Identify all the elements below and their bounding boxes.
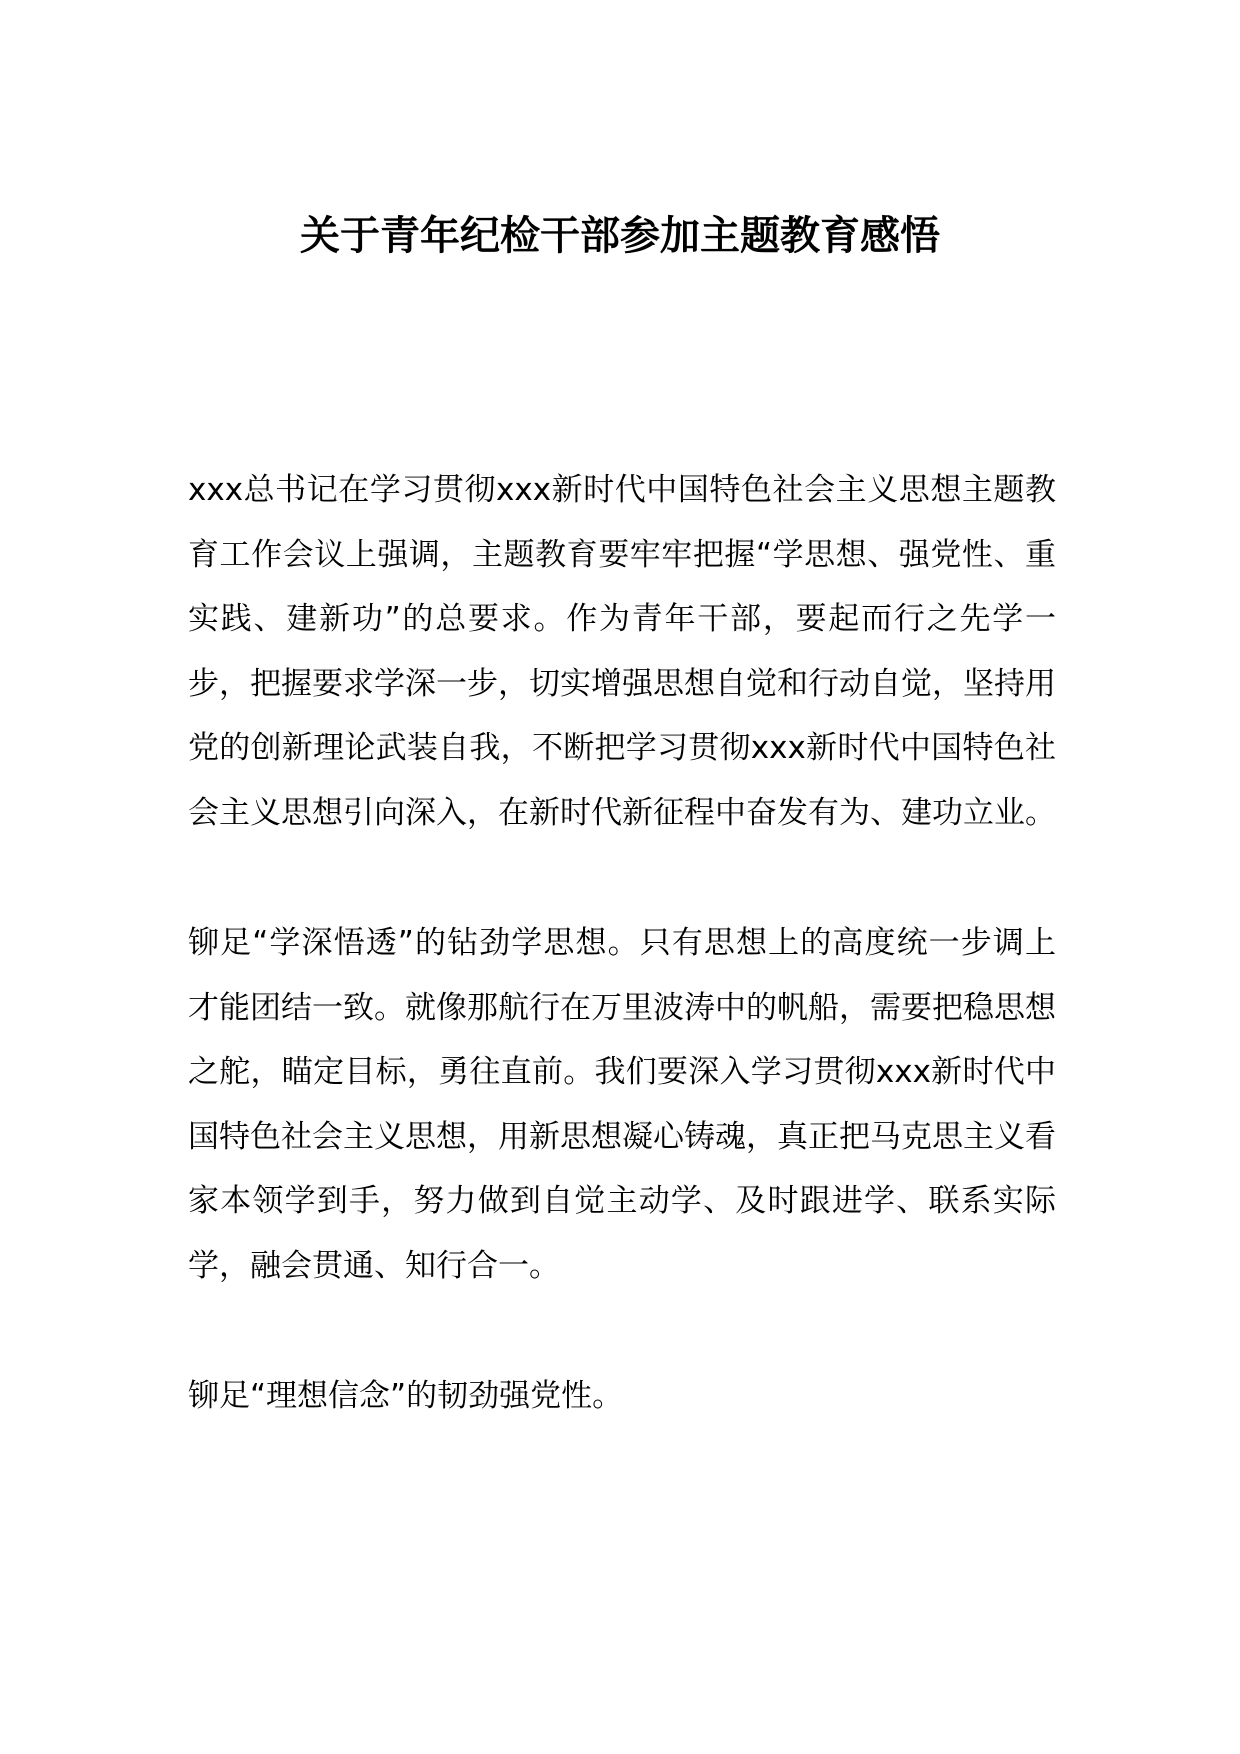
- paragraph-study-thought: 铆足“学深悟透”的钻劲学思想。只有思想上的高度统一步调上才能团结一致。就像那航行在万里波涛中的帆船，需要把稳思想之舵，瞄定目标，勇往直前。我们要深入学习贯彻xxx新时代中国特色社会主义思想，用新思想凝心铸魂，真正把马克思主义看家本领学到手，努力做到自觉主动学、及时跟进学、联系实际学，融会贯通、知行合一。: [188, 925, 1056, 1284]
- paragraph-party-spirit: 铆足“理想信念”的韧劲强党性。: [188, 1378, 624, 1414]
- paragraph-intro: xxx总书记在学习贯彻xxx新时代中国特色社会主义思想主题教育工作会议上强调，主题教育要牢牢把握“学思想、强党性、重实践、建新功”的总要求。作为青年干部，要起而行之先学一步，把握要求学深一步，切实增强思想自觉和行动自觉，坚持用党的创新理论武装自我，不断把学习贯彻xxx新时代中国特色社会主义思想引向深入，在新时代新征程中奋发有为、建功立业。: [188, 472, 1056, 831]
- document-body: [188, 458, 1056, 1429]
- document-title: 关于青年纪检干部参加主题教育感悟: [300, 213, 940, 259]
